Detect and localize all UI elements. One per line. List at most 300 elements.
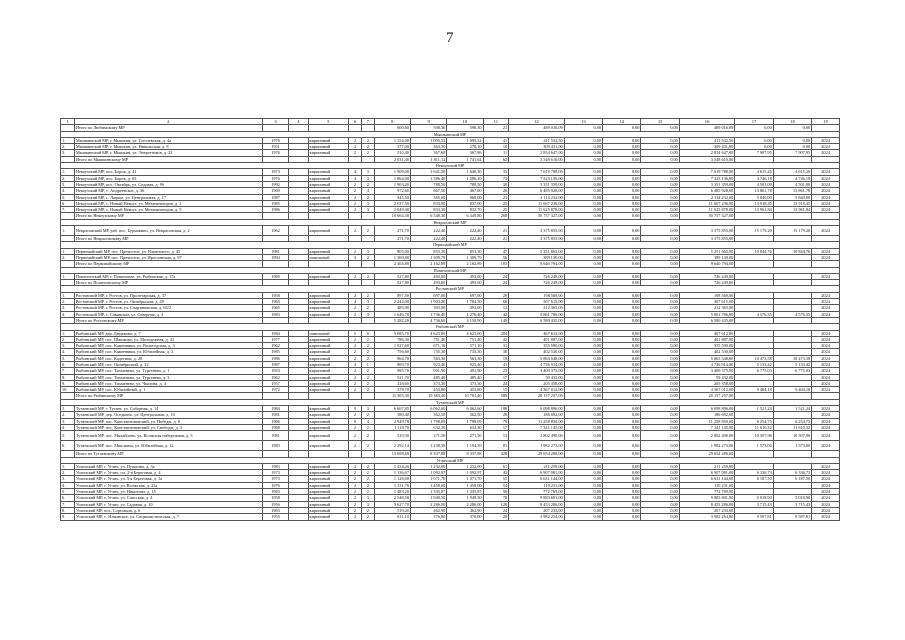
value-cell-col-13: 0,00	[564, 387, 602, 393]
column-number-16: 16	[679, 119, 734, 125]
value-cell-col-15: 0,00	[641, 150, 679, 156]
address-cell: Некоузский МР, с. Лацкое, ул. Центральная, д. 17	[74, 194, 262, 200]
value-cell-col-11: 21	[483, 226, 509, 236]
row-number-cell: 3.	[61, 476, 75, 482]
value-cell-col-6: 2	[349, 441, 362, 451]
value-cell-col-12: 3 351 359,00	[509, 181, 564, 187]
value-cell-col-12: 11 625 878,00	[509, 207, 564, 213]
value-cell-col-6: 2	[349, 248, 362, 254]
value-cell-col-3: 1962	[262, 343, 289, 349]
value-cell-col-16: 4 367 012,00	[679, 387, 734, 393]
value-cell-col-7: 2	[361, 470, 374, 476]
value-cell-col-5: кирпичный	[308, 248, 349, 254]
value-cell-col-18: 0,00	[773, 144, 811, 150]
value-cell-col-3: 1968	[262, 424, 289, 430]
value-cell-col-8: 2 031,40	[374, 156, 410, 162]
value-cell-col-13: 0,00	[564, 514, 602, 520]
value-cell-col-3: 1953	[262, 368, 289, 374]
value-cell-col-14: 0,00	[603, 181, 641, 187]
value-cell-col-9: 1 811,12	[410, 156, 446, 162]
value-cell-col-9: 1 092,97	[410, 470, 446, 476]
value-cell-col-9: 493,00	[410, 273, 446, 279]
value-cell-col-6: 2	[349, 336, 362, 342]
value-cell-col-18: 4 501,00	[773, 181, 811, 187]
value-cell-col-13: 0,00	[564, 470, 602, 476]
value-cell-col-17: 9 404,18	[735, 387, 773, 393]
row-number-cell: 2.	[61, 412, 75, 418]
value-cell-col-10: 278,10	[447, 144, 483, 150]
value-cell-col-14: 0,00	[603, 431, 641, 441]
value-cell-col-5: кирпичный	[308, 200, 349, 206]
value-cell-col-12: 205 358,00	[509, 380, 564, 386]
value-cell-col-10: 491,90	[447, 368, 483, 374]
value-cell-col-8: 319,30	[374, 431, 410, 441]
address-cell: Тутаевский МР, дер. Оседкино, ул. Центральная, д. 10	[74, 412, 262, 418]
value-cell-col-11: 43	[483, 470, 509, 476]
value-cell-col-10: 222,40	[447, 226, 483, 236]
value-cell-col-8: 600,60	[374, 125, 410, 131]
value-cell-col-13: 0,00	[564, 207, 602, 213]
value-cell-col-11: 588	[483, 393, 509, 399]
value-cell-col-15: 0,00	[641, 248, 679, 254]
value-cell-col-13: 0,00	[564, 213, 602, 219]
row-number-cell: 5.	[61, 355, 75, 361]
value-cell-col-12: 2 802 490,00	[509, 431, 564, 441]
value-cell-col-3: 1981	[262, 412, 289, 418]
value-cell-col-14: 0,00	[603, 424, 641, 430]
row-number-cell: 1.	[61, 226, 75, 236]
value-cell-col-9: 853,30	[410, 248, 446, 254]
value-cell-col-10: 735,30	[447, 349, 483, 355]
value-cell-col-12: 5 863 548,00	[509, 355, 564, 361]
row-number-cell: 2.	[61, 144, 75, 150]
value-cell-col-5: панельный	[308, 254, 349, 260]
value-cell-col-16: 3 375 855,00	[679, 226, 734, 236]
value-cell-col-10: 571,10	[447, 343, 483, 349]
value-cell-col-15: 0,00	[641, 181, 679, 187]
value-cell-col-17: 9 587,81	[735, 514, 773, 520]
value-cell-col-7: 2	[361, 431, 374, 441]
value-cell-col-15: 0,00	[641, 175, 679, 181]
value-cell-col-6: 2	[349, 273, 362, 279]
value-cell-col-7: 2	[361, 336, 374, 342]
value-cell-col-14: 0,00	[603, 489, 641, 495]
value-cell-col-18: 9 587,81	[773, 514, 811, 520]
value-cell-col-19: 2024	[812, 349, 840, 355]
value-cell-col-13: 0,00	[564, 368, 602, 374]
value-cell-col-14: 0,00	[603, 330, 641, 336]
value-cell-col-11: 268	[483, 213, 509, 219]
value-cell-col-19: 2024	[812, 476, 840, 482]
row-number-cell: 2.	[61, 175, 75, 181]
value-cell-col-12: 212 365,00	[509, 305, 564, 311]
value-cell-col-16: 20 157 257,00	[679, 393, 734, 399]
value-cell-col-3: 1969	[262, 273, 289, 279]
value-cell-col-9: 833,00	[410, 200, 446, 206]
value-cell-col-6: 2	[349, 507, 362, 513]
value-cell-col-5: кирпичный	[308, 305, 349, 311]
value-cell-col-16: 3 375 855,00	[679, 236, 734, 242]
row-number-cell: 2.	[61, 336, 75, 342]
value-cell-col-16: 8 453 286,00	[679, 501, 734, 507]
value-cell-col-7: 3	[361, 207, 374, 213]
value-cell-col-7: 2	[361, 476, 374, 482]
value-cell-col-12: 2 114 232,00	[509, 194, 564, 200]
value-cell-col-12: 8 453 286,00	[509, 501, 564, 507]
value-cell-col-16: 211 259,00	[679, 463, 734, 469]
column-number-11: 11	[483, 119, 509, 125]
value-cell-col-8: 5 282,20	[374, 317, 410, 323]
value-cell-col-14: 0,00	[603, 463, 641, 469]
value-cell-col-11: 428	[483, 451, 509, 457]
value-cell-col-8: 2 037,50	[374, 200, 410, 206]
value-cell-col-5: кирпичный	[308, 361, 349, 367]
value-cell-col-12: 11 258 850,00	[509, 418, 564, 424]
value-cell-col-6: 4	[349, 361, 362, 367]
address-cell: Ростовский МР, г. Ростов, ул. Октябрьская, д. 49	[74, 299, 262, 305]
address-cell: Некоузский МР, пос. Борок, д. 41	[74, 169, 262, 175]
value-cell-col-8: 271,70	[374, 236, 410, 242]
value-cell-col-10: 1 309,79	[447, 254, 483, 260]
value-cell-col-19: 2024	[812, 200, 840, 206]
value-cell-col-13: 0,00	[564, 463, 602, 469]
value-cell-col-9: 1 309,79	[410, 254, 446, 260]
value-cell-col-10: 1 798,09	[447, 418, 483, 424]
row-number-cell: 2.	[61, 299, 75, 305]
value-cell-col-16: 212 365,00	[679, 305, 734, 311]
district-section-label: Тутаевский МР	[61, 399, 840, 405]
value-cell-col-14: 0,00	[603, 317, 641, 323]
value-cell-col-7: 2	[361, 514, 374, 520]
value-cell-col-14: 0,00	[603, 336, 641, 342]
value-cell-col-11: 17	[483, 424, 509, 430]
value-cell-col-15: 0,00	[641, 501, 679, 507]
address-cell: Мышкинский МР, г. Мышкин, ул. Энергетиков, д. 22	[74, 150, 262, 156]
value-cell-col-15: 0,00	[641, 169, 679, 175]
value-cell-col-11: 20	[483, 514, 509, 520]
value-cell-col-13: 0,00	[564, 156, 602, 162]
value-cell-col-17: 4 746,18	[735, 175, 773, 181]
value-cell-col-16: 389 130,00	[679, 254, 734, 260]
value-cell-col-6: 4	[349, 299, 362, 305]
value-cell-col-10: 6 349,80	[447, 213, 483, 219]
value-cell-col-3: 1969	[262, 188, 289, 194]
value-cell-col-10: 968,00	[447, 194, 483, 200]
value-cell-col-8: 1 903,20	[374, 181, 410, 187]
value-cell-col-8: 377,00	[374, 144, 410, 150]
value-cell-col-7: 3	[361, 495, 374, 501]
value-cell-col-19: 2024	[812, 330, 840, 336]
value-cell-col-8: 10 664,30	[374, 213, 410, 219]
row-number-cell: 4.	[61, 188, 75, 194]
value-cell-col-18: 6 336,73	[773, 470, 811, 476]
value-cell-col-16: 59 432,00	[679, 374, 734, 380]
value-cell-col-19: 2024	[812, 144, 840, 150]
value-cell-col-17: 6 775,03	[735, 368, 773, 374]
value-cell-col-12: 6 907 081,00	[509, 470, 564, 476]
value-cell-col-8: 2 292,14	[374, 441, 410, 451]
value-cell-col-3: 1966	[262, 418, 289, 424]
address-cell: Некоузский МР, пос. Борок, д. 65	[74, 175, 262, 181]
row-number-cell: 3.	[61, 418, 75, 424]
column-number-5: 5	[308, 119, 349, 125]
value-cell-col-15: 0,00	[641, 226, 679, 236]
value-cell-col-3: 1992	[262, 181, 289, 187]
value-cell-col-17: 10 473,58	[735, 355, 773, 361]
value-cell-col-7: 2	[361, 144, 374, 150]
value-cell-col-18: 1 521,24	[773, 406, 811, 412]
value-cell-col-11: 15	[483, 387, 509, 393]
value-cell-col-10: 1 092,97	[447, 470, 483, 476]
value-cell-col-11: 128	[483, 501, 509, 507]
value-cell-col-10: 373,30	[447, 380, 483, 386]
value-cell-col-14: 0,00	[603, 188, 641, 194]
value-cell-col-18: 6 254,75	[773, 418, 811, 424]
value-cell-col-16: 772 769,00	[679, 489, 734, 495]
value-cell-col-8: 756,60	[374, 349, 410, 355]
value-cell-col-14: 0,00	[603, 507, 641, 513]
value-cell-col-19: 2024	[812, 137, 840, 143]
value-cell-col-10: 923,40	[447, 361, 483, 367]
value-cell-col-15: 0,00	[641, 273, 679, 279]
value-cell-col-15: 0,00	[641, 330, 679, 336]
value-cell-col-7: 2	[361, 412, 374, 418]
value-cell-col-19: 2024	[812, 169, 840, 175]
value-cell-col-10: 751,40	[447, 336, 483, 342]
value-cell-col-3: 1986	[262, 355, 289, 361]
value-cell-col-19: 2024	[812, 387, 840, 393]
value-cell-col-12: 186 692,00	[509, 412, 564, 418]
value-cell-col-9: 901,90	[410, 368, 446, 374]
value-cell-col-3: 1987	[262, 361, 289, 367]
value-cell-col-10: 1 741,62	[447, 156, 483, 162]
value-cell-col-7: 3	[361, 200, 374, 206]
value-cell-col-5: кирпичный	[308, 387, 349, 393]
value-cell-col-11: 54	[483, 482, 509, 488]
value-cell-col-13: 0,00	[564, 292, 602, 298]
value-cell-col-3: 1987	[262, 194, 289, 200]
value-cell-col-10: 1 194,39	[447, 441, 483, 451]
value-cell-col-7: 2	[361, 380, 374, 386]
value-cell-col-14: 0,00	[603, 194, 641, 200]
value-cell-col-17: 5 840,00	[735, 194, 773, 200]
address-cell: Ростовский МР, г. Ростов, ул. Пролетарская, д. 37	[74, 292, 262, 298]
value-cell-col-5: кирпичный	[308, 482, 349, 488]
value-cell-col-9: 833,30	[410, 207, 446, 213]
value-cell-col-14: 0,00	[603, 451, 641, 457]
value-cell-col-16: 726 249,00	[679, 273, 734, 279]
value-cell-col-6: 2	[349, 374, 362, 380]
value-cell-col-13: 0,00	[564, 317, 602, 323]
value-cell-col-12: 3 982 254,00	[509, 514, 564, 520]
value-cell-col-13: 0,00	[564, 330, 602, 336]
value-cell-col-8: 2 049,40	[374, 207, 410, 213]
value-cell-col-9: 365,00	[410, 194, 446, 200]
value-cell-col-15: 0,00	[641, 137, 679, 143]
value-cell-col-7: 2	[361, 463, 374, 469]
value-cell-col-5: кирпичный	[308, 489, 349, 495]
value-cell-col-9: 1 335,87	[410, 489, 446, 495]
value-cell-col-9: 4 623,00	[410, 330, 446, 336]
value-cell-col-15: 0,00	[641, 156, 679, 162]
value-cell-col-9: 362,50	[410, 412, 446, 418]
value-cell-col-12: 307 615,00	[509, 299, 564, 305]
value-cell-col-19: 2024	[812, 175, 840, 181]
value-cell-col-7: 3	[361, 169, 374, 175]
value-cell-col-7: 2	[361, 150, 374, 156]
column-number-9: 9	[410, 119, 446, 125]
value-cell-col-11: 24	[483, 273, 509, 279]
value-cell-col-11: 198	[483, 406, 509, 412]
value-cell-col-12: 489 016,09	[509, 125, 564, 131]
value-cell-col-11: 79	[483, 418, 509, 424]
value-cell-col-11: 21	[483, 236, 509, 242]
value-cell-col-10: 1 949,50	[447, 495, 483, 501]
value-cell-col-3: 1977	[262, 336, 289, 342]
value-cell-col-16: 411 532,50	[679, 137, 734, 143]
value-cell-col-12: 5 251 665,00	[509, 248, 564, 254]
value-cell-col-13: 0,00	[564, 169, 602, 175]
column-number-15: 15	[641, 119, 679, 125]
value-cell-col-15: 0,00	[641, 236, 679, 242]
value-cell-col-7: 1	[361, 361, 374, 367]
value-cell-col-11: 10	[483, 144, 509, 150]
row-number-cell: 3.	[61, 305, 75, 311]
value-cell-col-14: 0,00	[603, 355, 641, 361]
row-number-cell: 1.	[61, 406, 75, 412]
row-number-cell: 4.	[61, 424, 75, 430]
value-cell-col-18: 4 746,18	[773, 175, 811, 181]
value-cell-col-8: 2 304,80	[374, 261, 410, 267]
value-cell-col-18: 13 861,78	[773, 188, 811, 194]
value-cell-col-3: 1972	[262, 387, 289, 393]
row-number-cell: 2.	[61, 254, 75, 260]
value-cell-col-5: кирпичный	[308, 470, 349, 476]
value-cell-col-17: 0,00	[735, 137, 773, 143]
value-cell-col-17: 4 501,00	[735, 181, 773, 187]
district-section-label: Некоузский МР	[61, 163, 840, 169]
value-cell-col-3: 1985	[262, 349, 289, 355]
value-cell-col-8: 527,80	[374, 280, 410, 286]
value-cell-col-16: 3 351 359,00	[679, 181, 734, 187]
value-cell-col-11: 81	[483, 441, 509, 451]
value-cell-col-9: 1 949,50	[410, 495, 446, 501]
value-cell-col-7: 2	[361, 254, 374, 260]
value-cell-col-9: 632,30	[410, 424, 446, 430]
value-cell-col-19: 2024	[812, 355, 840, 361]
address-cell: Тутаевский МР, г. Тутаев, ул. Соборная, д. 14	[74, 406, 262, 412]
row-number-cell: 7.	[61, 368, 75, 374]
value-cell-col-17: 4 615,26	[735, 169, 773, 175]
value-cell-col-11: 103	[483, 261, 509, 267]
value-cell-col-5: кирпичный	[308, 150, 349, 156]
value-cell-col-3: 1994	[262, 254, 289, 260]
address-cell: Угличский МР, г. Углич, ул. 3-я Береговая, д. 1а	[74, 476, 262, 482]
value-cell-col-12: 6 580 435,00	[509, 317, 564, 323]
value-cell-col-11: 41	[483, 137, 509, 143]
value-cell-col-11: 33	[483, 169, 509, 175]
value-cell-col-5: кирпичный	[308, 207, 349, 213]
value-cell-col-6: 3	[349, 254, 362, 260]
value-cell-col-7: 2	[361, 374, 374, 380]
total-label-cell: Итого по Любимскому МР	[74, 125, 262, 131]
address-cell: Рыбинский МР, дер. Дюдьково, д. 7	[74, 330, 262, 336]
value-cell-col-14: 0,00	[603, 292, 641, 298]
value-cell-col-10: 1 458,00	[447, 482, 483, 488]
value-cell-col-11: 30	[483, 349, 509, 355]
row-number-cell: 8.	[61, 374, 75, 380]
address-cell: Мышкинский МР, г. Мышкин, ул. Никольская, д. 8	[74, 144, 262, 150]
value-cell-col-10: 1 784,50	[447, 299, 483, 305]
value-cell-col-6: 2	[349, 380, 362, 386]
value-cell-col-5: кирпичный	[308, 144, 349, 150]
column-number-18: 18	[773, 119, 811, 125]
value-cell-col-15: 0,00	[641, 349, 679, 355]
value-cell-col-15: 0,00	[641, 393, 679, 399]
value-cell-col-12: 11 667 236,00	[509, 200, 564, 206]
value-cell-col-9: 1 641,50	[410, 169, 446, 175]
value-cell-col-10: 2 286,00	[447, 501, 483, 507]
row-number-cell: 9.	[61, 380, 75, 386]
total-label-cell: Итого по Некоузскому МР	[74, 213, 262, 219]
value-cell-col-13: 0,00	[564, 299, 602, 305]
value-cell-col-11: 26	[483, 412, 509, 418]
value-cell-col-16: 110 231,00	[679, 482, 734, 488]
value-cell-col-15: 0,00	[641, 355, 679, 361]
value-cell-col-18: 0,00	[773, 125, 811, 131]
value-cell-col-19: 2024	[812, 441, 840, 451]
row-number-cell: 4.	[61, 482, 75, 488]
value-cell-col-19: 2024	[812, 380, 840, 386]
value-cell-col-3: 1976	[262, 482, 289, 488]
value-cell-col-9: 271,50	[410, 431, 446, 441]
value-cell-col-14: 0,00	[603, 311, 641, 317]
value-cell-col-10: 462,90	[447, 507, 483, 513]
value-cell-col-7: 2	[361, 194, 374, 200]
value-cell-col-9: 493,00	[410, 280, 446, 286]
value-cell-col-16: 3 548 610,00	[679, 156, 734, 162]
value-cell-col-14: 0,00	[603, 280, 641, 286]
address-cell: Рыбинский МР, пос. Шашково, ул. Молодежная, д. 41	[74, 336, 262, 342]
value-cell-col-6: 2	[349, 470, 362, 476]
row-number-cell: 6.	[61, 361, 75, 367]
value-cell-col-5: кирпичный	[308, 380, 349, 386]
district-section-label: Рыбинский МР	[61, 324, 840, 330]
value-cell-col-3: 1986	[262, 207, 289, 213]
value-cell-col-11: 17	[483, 374, 509, 380]
value-cell-col-5: кирпичный	[308, 181, 349, 187]
value-cell-col-10: 832,70	[447, 207, 483, 213]
value-cell-col-14: 0,00	[603, 361, 641, 367]
value-cell-col-6: 2	[349, 144, 362, 150]
value-cell-col-17: 5 133,42	[735, 361, 773, 367]
value-cell-col-18: 5 133,42	[773, 361, 811, 367]
value-cell-col-16: 6 631 144,00	[679, 476, 734, 482]
row-number-cell: 1.	[61, 330, 75, 336]
value-cell-col-7: 2	[361, 507, 374, 513]
total-label-cell: Итого по Рыбинскому МР	[74, 393, 262, 399]
value-cell-col-19: 2024	[812, 273, 840, 279]
value-cell-col-14: 0,00	[603, 226, 641, 236]
district-section-label: Некрасовский МР	[61, 219, 840, 225]
value-cell-col-15: 0,00	[641, 507, 679, 513]
value-cell-col-9: 367,60	[410, 150, 446, 156]
value-cell-col-6: 2	[349, 463, 362, 469]
value-cell-col-10: 1 276,40	[447, 311, 483, 317]
value-cell-col-12: 2 834 647,00	[509, 150, 564, 156]
value-cell-col-12: 726 249,00	[509, 273, 564, 279]
value-cell-col-15: 0,00	[641, 305, 679, 311]
